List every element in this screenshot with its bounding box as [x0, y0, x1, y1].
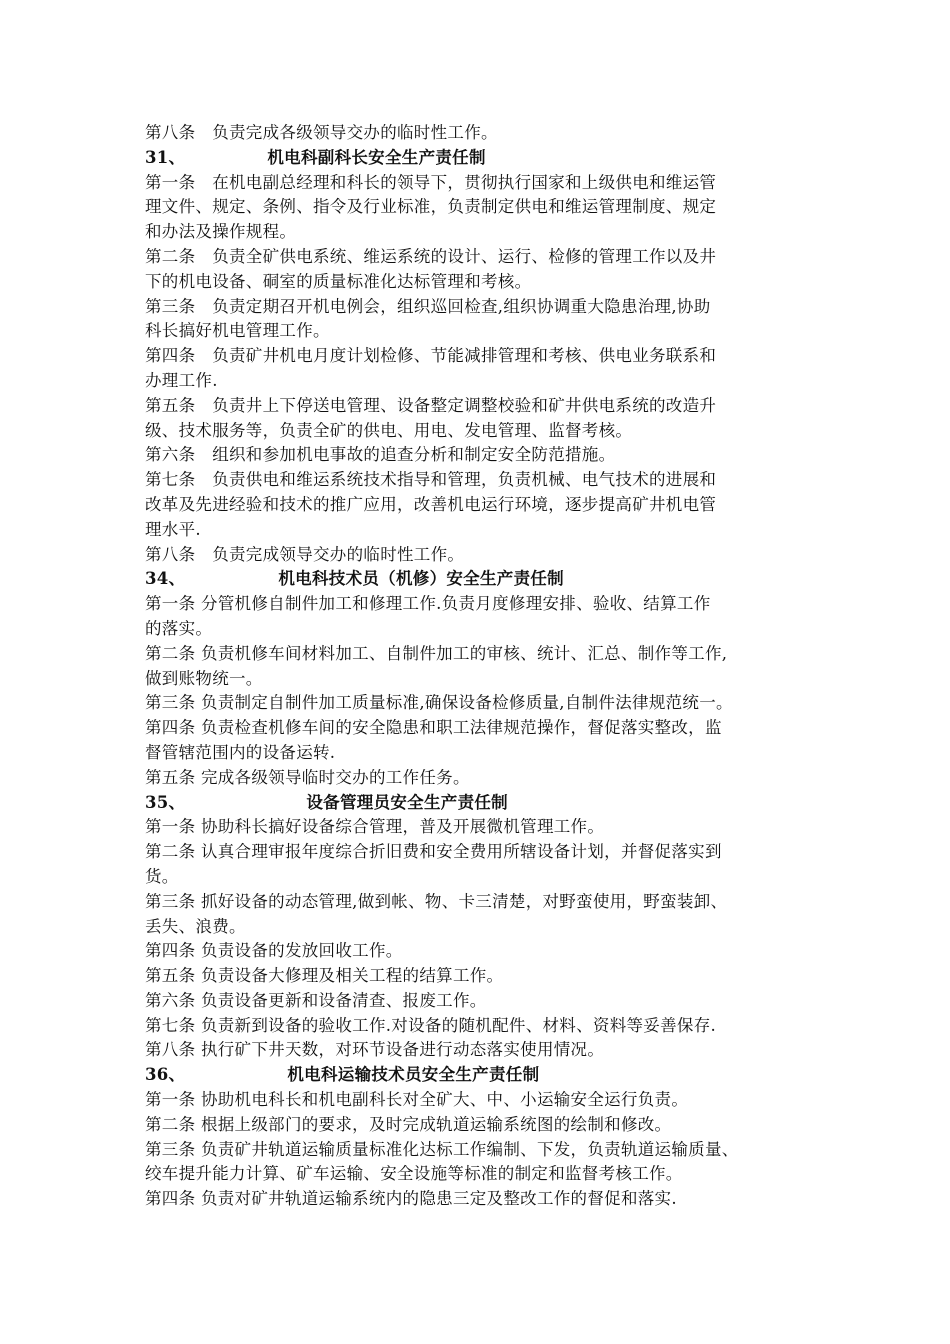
article-line: 理水平.: [145, 519, 201, 539]
article-line: 第四条 负责对矿井轨道运输系统内的隐患三定及整改工作的督促和落实.: [145, 1189, 677, 1209]
article-line: 办理工作.: [145, 370, 218, 390]
article-line: 改革及先进经验和技术的推广应用，改善机电运行环境，逐步提高矿井机电管: [145, 494, 717, 514]
section-number: 31、: [145, 147, 186, 167]
section-number: 35、: [145, 792, 186, 812]
article-line: 第六条 负责设备更新和设备清查、报废工作。: [145, 990, 487, 1010]
article-line: 第二条 根据上级部门的要求，及时完成轨道运输系统图的绘制和修改。: [145, 1114, 672, 1134]
article-line: 科长搞好机电管理工作。: [145, 321, 330, 341]
article-line: 第一条 在机电副总经理和科长的领导下，贯彻执行国家和上级供电和维运管: [145, 172, 717, 192]
article-line: 第四条 负责设备的发放回收工作。: [145, 941, 403, 961]
article-line: 做到账物统一。: [145, 668, 263, 688]
section-heading-36: [145, 1063, 810, 1088]
article-line: 第六条 组织和参加机电事故的追查分析和制定安全防范措施。: [145, 445, 616, 465]
article-line: 第五条 完成各级领导临时交办的工作任务。: [145, 767, 470, 787]
article-line: 理文件、规定、条例、指令及行业标准，负责制定供电和维运管理制度、规定: [145, 197, 717, 217]
article-line: 第五条 负责井上下停送电管理、设备整定调整校验和矿井供电系统的改造升: [145, 395, 717, 415]
article-line: 督管辖范围内的设备运转.: [145, 742, 336, 762]
section-title: 机电科副科长安全生产责任制: [267, 147, 486, 167]
section-heading-34: [145, 567, 810, 592]
article-line: 第三条 负责定期召开机电例会，组织巡回检查,组织协调重大隐患治理,协助: [145, 296, 711, 316]
article-line: 货。: [145, 866, 179, 886]
article-line: 第二条 负责全矿供电系统、维运系统的设计、运行、检修的管理工作以及井: [145, 246, 717, 266]
article-line: 第八条 执行矿下井天数，对环节设备进行动态落实使用情况。: [145, 1040, 605, 1060]
article-line: 下的机电设备、硐室的质量标准化达标管理和考核。: [145, 271, 532, 291]
section-title: 机电科运输技术员安全生产责任制: [287, 1065, 540, 1085]
article-line: 第一条 协助机电科长和机电副科长对全矿大、中、小运输安全运行负责。: [145, 1090, 689, 1110]
article-line: 丢失、浪费。: [145, 916, 246, 936]
section-title: 设备管理员安全生产责任制: [306, 792, 508, 812]
article-line: 第七条 负责供电和维运系统技术指导和管理，负责机械、电气技术的进展和: [145, 470, 717, 490]
section-heading-35: [145, 791, 810, 816]
article-line: 第八条 负责完成各级领导交办的临时性工作。: [145, 123, 498, 142]
article-line: 级、技术服务等，负责全矿的供电、用电、发电管理、监督考核。: [145, 420, 633, 440]
article-line: 第三条 负责制定自制件加工质量标准,确保设备检修质量,自制件法律规范统一。: [145, 693, 733, 713]
article-line: 第四条 负责检查机修车间的安全隐患和职工法律规范操作，督促落实整改，监: [145, 718, 722, 738]
section-number: 36、: [145, 1065, 186, 1085]
article-line: 第四条 负责矿井机电月度计划检修、节能减排管理和考核、供电业务联系和: [145, 346, 717, 366]
article-line: 第八条 负责完成领导交办的临时性工作。: [145, 544, 465, 564]
section-title: 机电科技术员（机修）安全生产责任制: [278, 569, 564, 589]
section-heading-31: [145, 146, 810, 171]
document-body: [145, 121, 810, 1212]
section-number: 34、: [145, 569, 186, 589]
article-line: 绞车提升能力计算、矿车运输、安全设施等标准的制定和监督考核工作。: [145, 1164, 683, 1184]
article-line: 和办法及操作规程。: [145, 222, 297, 242]
article-line: 第三条 抓好设备的动态管理,做到帐、物、卡三清楚，对野蛮使用，野蛮装卸、: [145, 891, 728, 911]
article-line: 第二条 负责机修车间材料加工、自制件加工的审核、统计、汇总、制作等工作,: [145, 643, 728, 663]
article-line: 第一条 协助科长搞好设备综合管理，普及开展微机管理工作。: [145, 817, 605, 837]
article-line: 第五条 负责设备大修理及相关工程的结算工作。: [145, 966, 504, 986]
article-line: 第二条 认真合理审报年度综合折旧费和安全费用所辖设备计划，并督促落实到: [145, 842, 722, 862]
article-line: 的落实。: [145, 618, 213, 638]
article-line: 第七条 负责新到设备的验收工作.对设备的随机配件、材料、资料等妥善保存.: [145, 1015, 717, 1035]
article-line: 第三条 负责矿井轨道运输质量标准化达标工作编制、下发，负责轨道运输质量、: [145, 1139, 739, 1159]
article-line: 第一条 分管机修自制件加工和修理工作.负责月度修理安排、验收、结算工作: [145, 594, 711, 614]
